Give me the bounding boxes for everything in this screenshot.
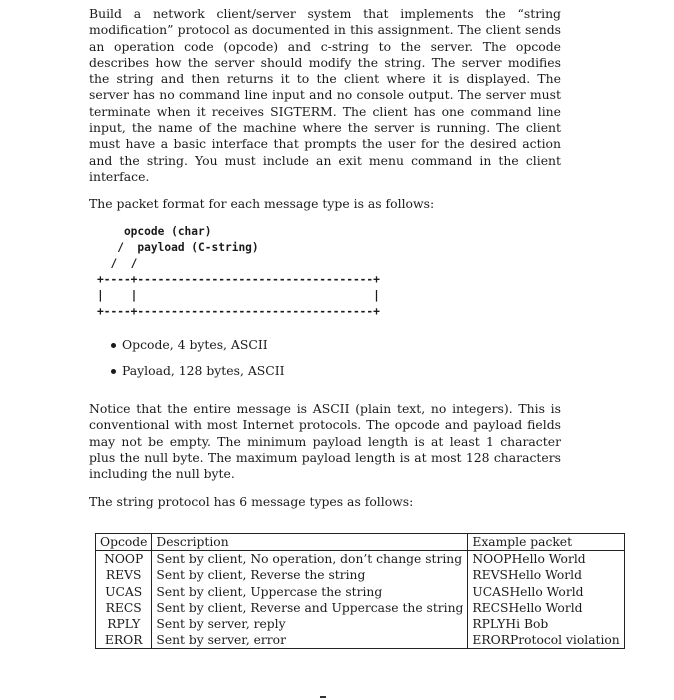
opcode-cell: RPLY <box>96 616 152 632</box>
example-cell: ERORProtocol violation <box>468 632 624 649</box>
example-cell: RPLYHi Bob <box>468 616 624 632</box>
diagram-line-bottom-border: +----+-----------------------------------+ <box>97 304 380 318</box>
opcode-cell: REVS <box>96 567 152 583</box>
description-cell: Sent by client, Reverse and Uppercase the string <box>152 600 468 616</box>
example-cell: NOOPHello World <box>468 551 624 568</box>
bullet-icon <box>111 369 116 374</box>
opcode-cell: NOOP <box>96 551 152 568</box>
table-row <box>96 616 625 632</box>
packet-format-heading: The packet format for each message type is as follows: <box>89 196 435 212</box>
list-item-text: Payload, 128 bytes, ASCII <box>122 362 285 378</box>
column-header-description: Description <box>152 533 468 550</box>
description-cell: Sent by server, reply <box>152 616 468 632</box>
list-item <box>111 337 561 353</box>
column-header-example: Example packet <box>468 533 624 550</box>
page-edge-mark <box>320 696 326 698</box>
description-cell: Sent by client, Reverse the string <box>152 567 468 583</box>
diagram-line-opcode: opcode (char) <box>97 224 212 238</box>
diagram-line-payload: / payload (C-string) <box>97 240 259 254</box>
list-item <box>111 363 561 379</box>
example-cell: REVSHello World <box>468 567 624 583</box>
packet-diagram <box>97 224 561 320</box>
field-size-list <box>89 337 561 380</box>
table-row <box>96 632 625 649</box>
diagram-line-top-border: +----+-----------------------------------+ <box>97 272 380 286</box>
diagram-line-fields: | | | <box>97 288 380 302</box>
opcode-cell: UCAS <box>96 584 152 600</box>
table-row <box>96 567 625 583</box>
table-row <box>96 584 625 600</box>
table-row <box>96 600 625 616</box>
description-cell: Sent by client, Uppercase the string <box>152 584 468 600</box>
example-cell: RECSHello World <box>468 600 624 616</box>
table-header-row <box>96 533 625 550</box>
description-cell: Sent by server, error <box>152 632 468 649</box>
notice-paragraph: Notice that the entire message is ASCII (plain text, no integers). This is conventional with most Internet protocols. The opcode and payload fields may not be empty. The minimum payload length is at least 1 character plus the null byte. The maximum payload length is at most 128 characters including the null byte. <box>89 401 561 482</box>
bullet-icon <box>111 343 116 348</box>
intro-paragraph: Build a network client/server system that implements the “string modification” protocol as documented in this assignment. The client sends an operation code (opcode) and c-string to the server. The opcode describes how the server should modify the string. The server modifies the string and then returns it to the client where it is displayed. The server has no command line input and no console output. The server must terminate when it receives SIGTERM. The client has one command line input, the name of the machine where the server is running. The client must have a basic interface that prompts the user for the desired action and the string. You must include an exit menu command in the client interface. <box>89 6 561 184</box>
description-cell: Sent by client, No operation, don’t change string <box>152 551 468 568</box>
diagram-line-arrows: / / <box>97 256 138 270</box>
list-item-text: Opcode, 4 bytes, ASCII <box>122 336 268 352</box>
opcode-cell: RECS <box>96 600 152 616</box>
protocol-heading: The string protocol has 6 message types as follows: <box>89 493 414 509</box>
opcode-cell: EROR <box>96 632 152 649</box>
column-header-opcode: Opcode <box>96 533 152 550</box>
document-page <box>89 6 620 649</box>
message-types-table <box>95 533 625 649</box>
table-row <box>96 551 625 568</box>
example-cell: UCASHello World <box>468 584 624 600</box>
